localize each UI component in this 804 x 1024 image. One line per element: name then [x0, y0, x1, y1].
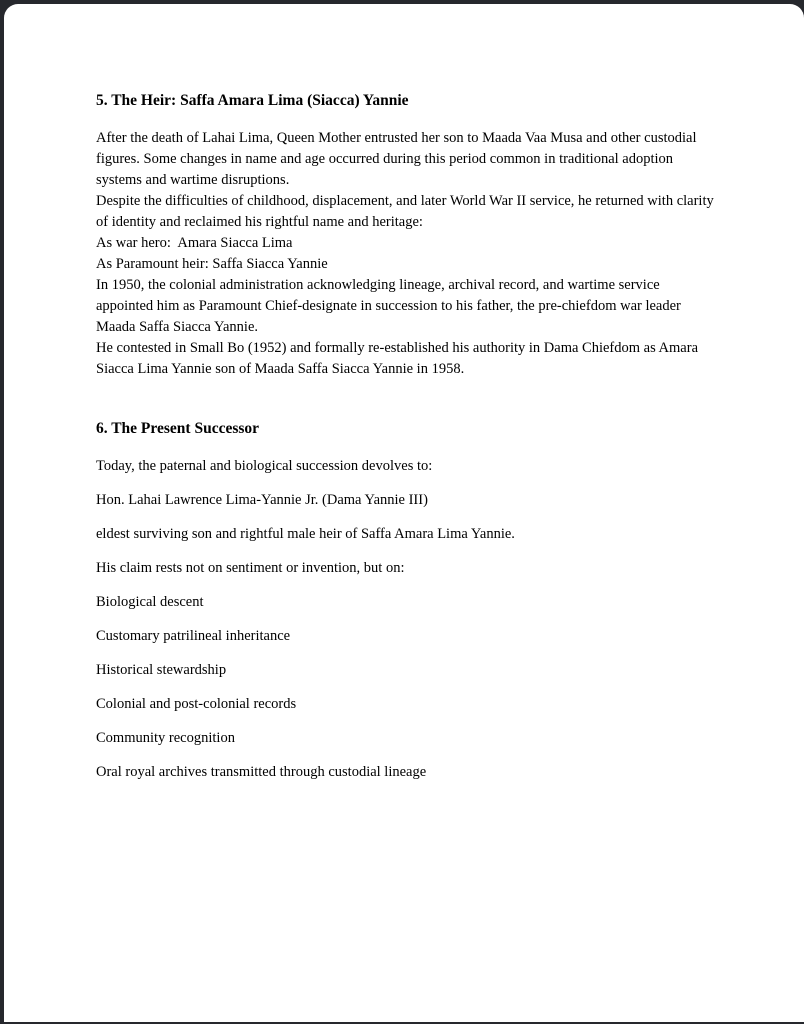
paragraph: Oral royal archives transmitted through custodial lineage	[96, 764, 427, 780]
paragraph: Community recognition	[96, 730, 235, 746]
paragraph: His claim rests not on sentiment or invention, but on:	[96, 560, 405, 576]
paragraph: Today, the paternal and biological succession devolves to:	[96, 458, 433, 474]
paragraph: As war hero: Amara Siacca Lima	[96, 235, 293, 251]
paragraph: eldest surviving son and rightful male heir of Saffa Amara Lima Yannie.	[96, 526, 515, 542]
paragraph: He contested in Small Bo (1952) and formally re-established his authority in Dama Chiefdom as Amara Siacca Lima Yannie son of Maada Saffa Siacca Yannie in 1958.	[96, 340, 702, 377]
document-page	[4, 4, 804, 1022]
paragraph: Hon. Lahai Lawrence Lima-Yannie Jr. (Dama Yannie III)	[96, 492, 428, 508]
paragraph: Despite the difficulties of childhood, displacement, and later World War II service, he returned with clarity of identity and reclaimed his rightful name and heritage:	[96, 193, 718, 230]
paragraph: As Paramount heir: Saffa Siacca Yannie	[96, 256, 328, 272]
section-body-heir	[96, 128, 718, 380]
section-heading-present-successor: 6. The Present Successor	[96, 420, 260, 437]
paragraph: Biological descent	[96, 594, 204, 610]
paragraph: Customary patrilineal inheritance	[96, 628, 291, 644]
paragraph: Historical stewardship	[96, 662, 227, 678]
paragraph: Colonial and post-colonial records	[96, 696, 297, 712]
paragraph: After the death of Lahai Lima, Queen Mother entrusted her son to Maada Vaa Musa and other custodial figures. Some changes in name and age occurred during this period common in traditional adoption systems and wartime disruptions.	[96, 130, 701, 188]
paragraph: In 1950, the colonial administration acknowledging lineage, archival record, and wartime service appointed him as Paramount Chief-designate in succession to his father, the pre-chiefdom war leader Maada Saffa Siacca Yannie.	[96, 277, 685, 335]
document-content	[4, 4, 796, 836]
section-heading-heir: 5. The Heir: Saffa Amara Lima (Siacca) Yannie	[96, 92, 409, 109]
